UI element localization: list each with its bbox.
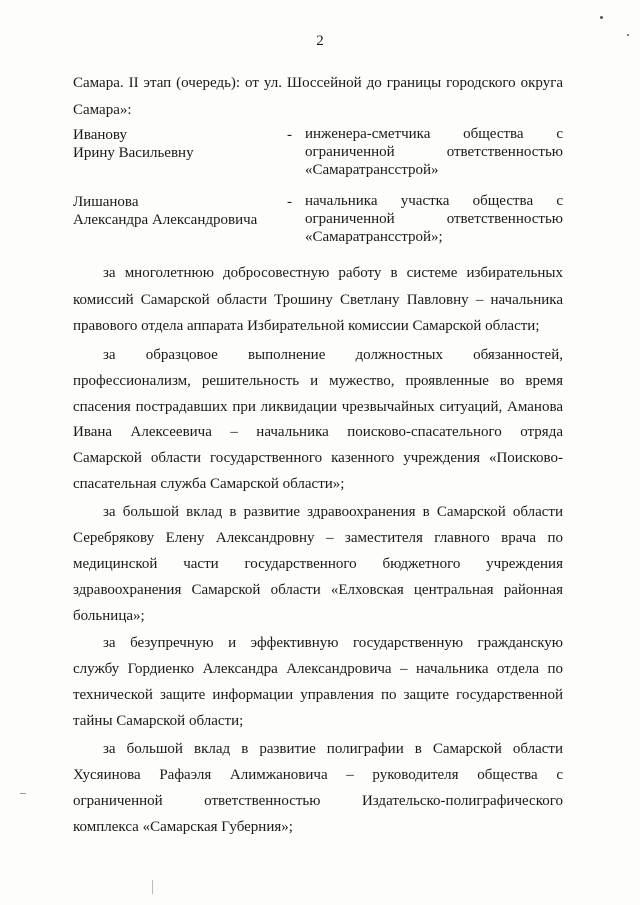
position-line: ограниченной ответственностью: [305, 211, 563, 227]
position-line: инженера-сметчика общества с: [305, 126, 563, 142]
person-position: [305, 125, 563, 179]
paragraph-line: ограниченной ответственностью Издательско-полиграфического: [73, 793, 563, 809]
paragraph-line: Ивана Алексеевича – начальника поисково-спасательного отряда: [73, 424, 563, 440]
paragraph-line: больница»;: [73, 608, 145, 624]
paragraph-line: за безупречную и эффективную государственную гражданскую: [103, 635, 563, 651]
paragraph-line: правового отдела аппарата Избирательной комиссии Самарской области;: [73, 318, 540, 334]
paragraph-line: технической защите информации управления по защите государственной: [73, 687, 563, 703]
scan-speck: [20, 793, 26, 794]
scan-speck: [152, 880, 153, 894]
intro-line: Самара. II этап (очередь): от ул. Шоссейной до границы городского округа: [73, 75, 563, 91]
position-line: «Самаратрансстрой»;: [305, 229, 443, 245]
paragraph-line: за большой вклад в развитие здравоохранения в Самарской области: [103, 504, 563, 520]
position-line: «Самаратрансстрой»: [305, 162, 439, 178]
page-number: 2: [316, 33, 324, 49]
position-line: ограниченной ответственностью: [305, 144, 563, 160]
person-name-line: Лишанова: [73, 194, 139, 210]
dash: -: [287, 194, 292, 210]
paragraph-line: за образцовое выполнение должностных обязанностей,: [103, 347, 563, 363]
paragraph-line: профессионализм, решительность и мужество, проявленные во время: [73, 373, 563, 389]
paragraph-line: Серебрякову Елену Александровну – заместителя главного врача по: [73, 530, 563, 546]
paragraph-line: спасения пострадавших при ликвидации чрезвычайных ситуаций, Аманова: [73, 399, 563, 415]
paragraph-line: здравоохранения Самарской области «Елховская центральная районная: [73, 582, 563, 598]
paragraph-line: за большой вклад в развитие полиграфии в Самарской области: [103, 741, 563, 757]
person-name-line: Александра Александровича: [73, 212, 258, 228]
paragraph-line: службу Гордиенко Александра Александровича – начальника отдела по: [73, 661, 563, 677]
paragraph-line: Самарской области государственного казенного учреждения «Поисково-: [73, 450, 563, 466]
scan-speck: [627, 34, 629, 36]
paragraph-line: комплекса «Самарская Губерния»;: [73, 819, 293, 835]
paragraph-line: Хусяинова Рафаэля Алимжановича – руководителя общества с: [73, 767, 563, 783]
paragraph-line: за многолетнюю добросовестную работу в системе избирательных: [103, 265, 563, 281]
person-name-line: Иванову: [73, 127, 127, 143]
paragraph-line: медицинской части государственного бюджетного учреждения: [73, 556, 563, 572]
dash: -: [287, 127, 292, 143]
person-position: [305, 192, 563, 246]
person-name-line: Ирину Васильевну: [73, 145, 194, 161]
position-line: начальника участка общества с: [305, 193, 563, 209]
paragraph-line: комиссий Самарской области Трошину Светлану Павловну – начальника: [73, 292, 563, 308]
paragraph-line: спасательная служба Самарской области»;: [73, 476, 345, 492]
intro-line: Самара»:: [73, 102, 132, 118]
paragraph-line: тайны Самарской области;: [73, 713, 244, 729]
scan-speck: [600, 16, 603, 19]
